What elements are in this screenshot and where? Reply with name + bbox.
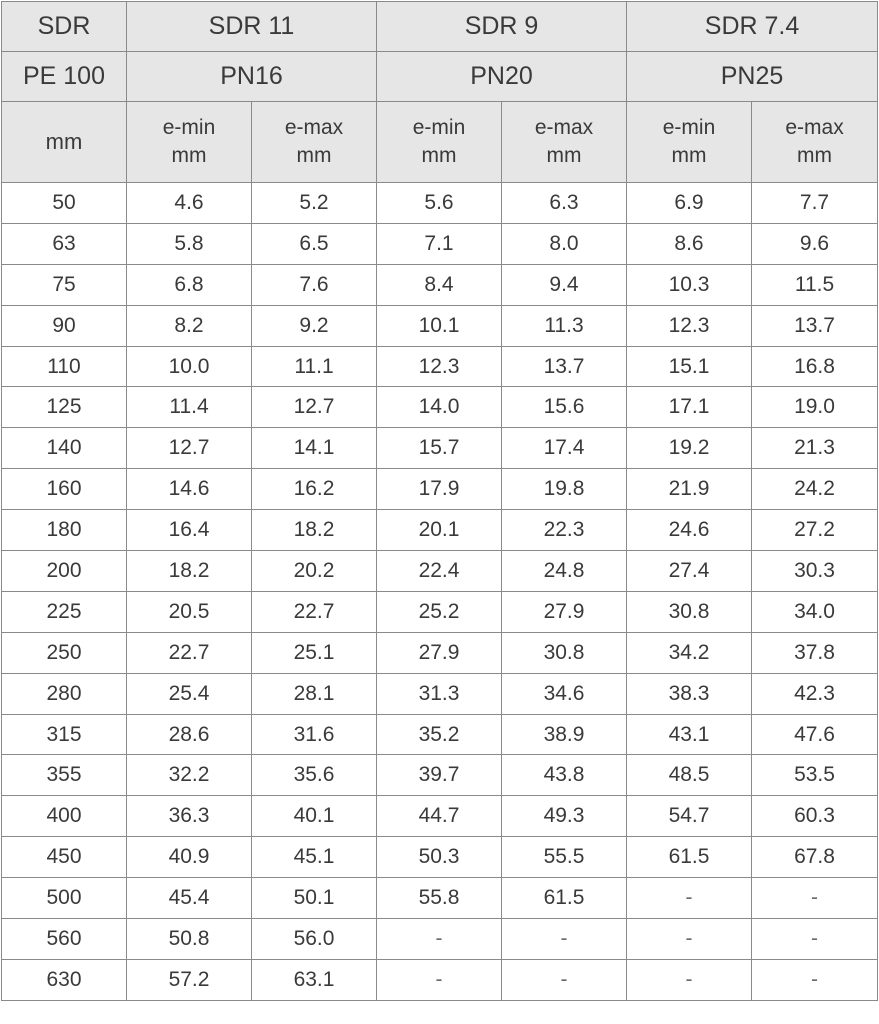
cell-outer-diameter: 355 xyxy=(2,755,127,796)
header-col-emax-sdr11 xyxy=(252,102,377,183)
col-label: e-max xyxy=(534,116,594,139)
cell-sdr9-e-min: 35.2 xyxy=(377,714,502,755)
col-label: e-max xyxy=(785,116,844,139)
cell-sdr11-e-min: 16.4 xyxy=(127,510,252,551)
pipe-wall-thickness-table xyxy=(1,1,878,1001)
cell-sdr9-e-max: - xyxy=(502,919,627,960)
table-row xyxy=(2,264,878,305)
cell-sdr11-e-min: 11.4 xyxy=(127,387,252,428)
header-sdr-9: SDR 9 xyxy=(377,2,627,52)
cell-sdr11-e-min: 25.4 xyxy=(127,673,252,714)
cell-sdr11-e-min: 57.2 xyxy=(127,959,252,1000)
cell-sdr11-e-max: 9.2 xyxy=(252,305,377,346)
cell-sdr7-4-e-max: 21.3 xyxy=(752,428,878,469)
header-pn20: PN20 xyxy=(377,52,627,102)
header-sdr-7-4: SDR 7.4 xyxy=(627,2,878,52)
col-label: e-min xyxy=(162,116,216,139)
cell-sdr7-4-e-max: 60.3 xyxy=(752,796,878,837)
table-row xyxy=(2,673,878,714)
cell-sdr7-4-e-min: 10.3 xyxy=(627,264,752,305)
cell-sdr7-4-e-min: 27.4 xyxy=(627,551,752,592)
cell-sdr7-4-e-max: - xyxy=(752,919,878,960)
cell-sdr7-4-e-min: 6.9 xyxy=(627,183,752,224)
cell-sdr11-e-min: 32.2 xyxy=(127,755,252,796)
col-label: e-min xyxy=(412,116,466,139)
table-row xyxy=(2,632,878,673)
cell-sdr9-e-min: 5.6 xyxy=(377,183,502,224)
col-label: e-max xyxy=(284,116,344,139)
cell-sdr11-e-max: 35.6 xyxy=(252,755,377,796)
col-label: e-min xyxy=(662,116,716,139)
cell-sdr11-e-max: 6.5 xyxy=(252,223,377,264)
header-diameter-unit: mm xyxy=(2,102,127,183)
cell-outer-diameter: 500 xyxy=(2,878,127,919)
cell-outer-diameter: 50 xyxy=(2,183,127,224)
cell-outer-diameter: 630 xyxy=(2,959,127,1000)
cell-sdr9-e-min: 10.1 xyxy=(377,305,502,346)
cell-sdr11-e-min: 28.6 xyxy=(127,714,252,755)
cell-sdr9-e-max: 15.6 xyxy=(502,387,627,428)
cell-outer-diameter: 125 xyxy=(2,387,127,428)
table-row xyxy=(2,919,878,960)
header-pn25: PN25 xyxy=(627,52,878,102)
cell-sdr11-e-min: 50.8 xyxy=(127,919,252,960)
cell-sdr11-e-max: 22.7 xyxy=(252,591,377,632)
header-col-emax-sdr9 xyxy=(502,102,627,183)
header-col-emin-sdr11 xyxy=(127,102,252,183)
cell-sdr11-e-min: 14.6 xyxy=(127,469,252,510)
cell-sdr9-e-max: 6.3 xyxy=(502,183,627,224)
cell-sdr7-4-e-min: 21.9 xyxy=(627,469,752,510)
cell-sdr11-e-max: 31.6 xyxy=(252,714,377,755)
cell-sdr11-e-max: 45.1 xyxy=(252,837,377,878)
table-row xyxy=(2,387,878,428)
cell-sdr7-4-e-max: 53.5 xyxy=(752,755,878,796)
table-row xyxy=(2,959,878,1000)
cell-outer-diameter: 160 xyxy=(2,469,127,510)
cell-sdr11-e-max: 40.1 xyxy=(252,796,377,837)
cell-sdr7-4-e-max: 67.8 xyxy=(752,837,878,878)
cell-sdr9-e-max: 22.3 xyxy=(502,510,627,551)
header-col-emin-sdr7-4 xyxy=(627,102,752,183)
cell-sdr7-4-e-min: 15.1 xyxy=(627,346,752,387)
header-col-emax-sdr7-4 xyxy=(752,102,878,183)
cell-sdr9-e-min: - xyxy=(377,919,502,960)
header-row-sdr xyxy=(2,2,878,52)
cell-sdr7-4-e-min: 8.6 xyxy=(627,223,752,264)
cell-outer-diameter: 400 xyxy=(2,796,127,837)
cell-sdr7-4-e-min: 43.1 xyxy=(627,714,752,755)
cell-sdr9-e-max: 9.4 xyxy=(502,264,627,305)
header-pn16: PN16 xyxy=(127,52,377,102)
cell-sdr9-e-min: 27.9 xyxy=(377,632,502,673)
header-col-emin-sdr9 xyxy=(377,102,502,183)
cell-sdr11-e-max: 7.6 xyxy=(252,264,377,305)
table-row xyxy=(2,878,878,919)
cell-sdr9-e-min: 22.4 xyxy=(377,551,502,592)
col-unit: mm xyxy=(421,144,457,167)
cell-outer-diameter: 315 xyxy=(2,714,127,755)
cell-sdr9-e-max: 43.8 xyxy=(502,755,627,796)
cell-sdr9-e-max: 11.3 xyxy=(502,305,627,346)
header-material-label: PE 100 xyxy=(2,52,127,102)
cell-sdr11-e-min: 40.9 xyxy=(127,837,252,878)
cell-sdr11-e-min: 20.5 xyxy=(127,591,252,632)
cell-sdr11-e-max: 12.7 xyxy=(252,387,377,428)
cell-sdr11-e-min: 45.4 xyxy=(127,878,252,919)
cell-sdr11-e-max: 18.2 xyxy=(252,510,377,551)
cell-sdr11-e-min: 8.2 xyxy=(127,305,252,346)
cell-sdr7-4-e-max: 11.5 xyxy=(752,264,878,305)
cell-outer-diameter: 63 xyxy=(2,223,127,264)
cell-sdr11-e-max: 5.2 xyxy=(252,183,377,224)
cell-outer-diameter: 140 xyxy=(2,428,127,469)
cell-sdr11-e-min: 5.8 xyxy=(127,223,252,264)
cell-sdr9-e-max: 24.8 xyxy=(502,551,627,592)
table-row xyxy=(2,183,878,224)
cell-sdr11-e-min: 22.7 xyxy=(127,632,252,673)
cell-outer-diameter: 200 xyxy=(2,551,127,592)
cell-sdr7-4-e-min: 24.6 xyxy=(627,510,752,551)
table-row xyxy=(2,346,878,387)
header-row-columns xyxy=(2,102,878,183)
cell-sdr7-4-e-max: 16.8 xyxy=(752,346,878,387)
cell-sdr7-4-e-max: 37.8 xyxy=(752,632,878,673)
cell-sdr9-e-max: 27.9 xyxy=(502,591,627,632)
cell-outer-diameter: 280 xyxy=(2,673,127,714)
table-row xyxy=(2,755,878,796)
table-row xyxy=(2,223,878,264)
cell-sdr11-e-max: 56.0 xyxy=(252,919,377,960)
cell-sdr9-e-max: 17.4 xyxy=(502,428,627,469)
cell-sdr9-e-max: - xyxy=(502,959,627,1000)
cell-sdr9-e-max: 13.7 xyxy=(502,346,627,387)
header-sdr-11: SDR 11 xyxy=(127,2,377,52)
cell-outer-diameter: 560 xyxy=(2,919,127,960)
cell-sdr11-e-max: 28.1 xyxy=(252,673,377,714)
table-row xyxy=(2,714,878,755)
cell-sdr9-e-max: 61.5 xyxy=(502,878,627,919)
header-row-pressure xyxy=(2,52,878,102)
cell-sdr11-e-max: 63.1 xyxy=(252,959,377,1000)
cell-sdr11-e-min: 10.0 xyxy=(127,346,252,387)
cell-sdr11-e-min: 36.3 xyxy=(127,796,252,837)
cell-sdr9-e-max: 38.9 xyxy=(502,714,627,755)
pipe-dimension-table-container xyxy=(1,1,878,1001)
cell-sdr9-e-max: 30.8 xyxy=(502,632,627,673)
cell-sdr7-4-e-min: 48.5 xyxy=(627,755,752,796)
cell-sdr7-4-e-min: 38.3 xyxy=(627,673,752,714)
cell-sdr11-e-max: 25.1 xyxy=(252,632,377,673)
cell-sdr9-e-min: 25.2 xyxy=(377,591,502,632)
cell-sdr7-4-e-min: 54.7 xyxy=(627,796,752,837)
cell-sdr7-4-e-max: 24.2 xyxy=(752,469,878,510)
table-row xyxy=(2,551,878,592)
cell-sdr9-e-max: 49.3 xyxy=(502,796,627,837)
col-unit: mm xyxy=(171,144,207,167)
cell-sdr9-e-max: 34.6 xyxy=(502,673,627,714)
table-row xyxy=(2,837,878,878)
cell-sdr9-e-min: 20.1 xyxy=(377,510,502,551)
cell-sdr9-e-min: 31.3 xyxy=(377,673,502,714)
cell-sdr7-4-e-max: 47.6 xyxy=(752,714,878,755)
cell-sdr11-e-max: 14.1 xyxy=(252,428,377,469)
cell-sdr11-e-max: 16.2 xyxy=(252,469,377,510)
cell-sdr7-4-e-min: 17.1 xyxy=(627,387,752,428)
cell-sdr9-e-min: 7.1 xyxy=(377,223,502,264)
cell-sdr7-4-e-max: 27.2 xyxy=(752,510,878,551)
table-row xyxy=(2,469,878,510)
cell-sdr7-4-e-max: 19.0 xyxy=(752,387,878,428)
cell-sdr11-e-min: 6.8 xyxy=(127,264,252,305)
cell-sdr9-e-min: 50.3 xyxy=(377,837,502,878)
cell-outer-diameter: 110 xyxy=(2,346,127,387)
cell-sdr9-e-max: 55.5 xyxy=(502,837,627,878)
cell-sdr9-e-min: 55.8 xyxy=(377,878,502,919)
cell-sdr11-e-max: 50.1 xyxy=(252,878,377,919)
cell-sdr7-4-e-max: 7.7 xyxy=(752,183,878,224)
cell-sdr9-e-min: 17.9 xyxy=(377,469,502,510)
cell-outer-diameter: 75 xyxy=(2,264,127,305)
cell-sdr9-e-max: 19.8 xyxy=(502,469,627,510)
cell-sdr7-4-e-min: - xyxy=(627,878,752,919)
header-sdr-label: SDR xyxy=(2,2,127,52)
cell-sdr11-e-min: 18.2 xyxy=(127,551,252,592)
cell-sdr9-e-min: - xyxy=(377,959,502,1000)
table-row xyxy=(2,428,878,469)
cell-sdr7-4-e-max: 30.3 xyxy=(752,551,878,592)
cell-sdr7-4-e-min: 19.2 xyxy=(627,428,752,469)
table-row xyxy=(2,305,878,346)
cell-sdr7-4-e-max: - xyxy=(752,878,878,919)
cell-sdr9-e-min: 8.4 xyxy=(377,264,502,305)
cell-outer-diameter: 450 xyxy=(2,837,127,878)
table-row xyxy=(2,591,878,632)
cell-sdr7-4-e-min: 34.2 xyxy=(627,632,752,673)
cell-sdr7-4-e-max: 13.7 xyxy=(752,305,878,346)
cell-sdr11-e-max: 20.2 xyxy=(252,551,377,592)
cell-sdr7-4-e-min: - xyxy=(627,959,752,1000)
cell-sdr9-e-min: 15.7 xyxy=(377,428,502,469)
col-unit: mm xyxy=(296,144,332,167)
cell-sdr7-4-e-max: - xyxy=(752,959,878,1000)
cell-sdr7-4-e-min: - xyxy=(627,919,752,960)
cell-sdr9-e-min: 12.3 xyxy=(377,346,502,387)
cell-outer-diameter: 225 xyxy=(2,591,127,632)
table-row xyxy=(2,796,878,837)
cell-sdr7-4-e-max: 42.3 xyxy=(752,673,878,714)
table-row xyxy=(2,510,878,551)
col-unit: mm xyxy=(671,144,707,167)
cell-sdr7-4-e-min: 61.5 xyxy=(627,837,752,878)
cell-sdr7-4-e-min: 12.3 xyxy=(627,305,752,346)
cell-sdr9-e-min: 39.7 xyxy=(377,755,502,796)
col-unit: mm xyxy=(546,144,582,167)
cell-sdr11-e-max: 11.1 xyxy=(252,346,377,387)
cell-sdr7-4-e-max: 9.6 xyxy=(752,223,878,264)
cell-sdr9-e-max: 8.0 xyxy=(502,223,627,264)
table-body xyxy=(2,183,878,1001)
cell-sdr7-4-e-max: 34.0 xyxy=(752,591,878,632)
cell-outer-diameter: 180 xyxy=(2,510,127,551)
cell-sdr11-e-min: 12.7 xyxy=(127,428,252,469)
col-unit: mm xyxy=(797,144,833,167)
cell-sdr9-e-min: 14.0 xyxy=(377,387,502,428)
cell-sdr7-4-e-min: 30.8 xyxy=(627,591,752,632)
cell-outer-diameter: 90 xyxy=(2,305,127,346)
cell-outer-diameter: 250 xyxy=(2,632,127,673)
cell-sdr9-e-min: 44.7 xyxy=(377,796,502,837)
cell-sdr11-e-min: 4.6 xyxy=(127,183,252,224)
